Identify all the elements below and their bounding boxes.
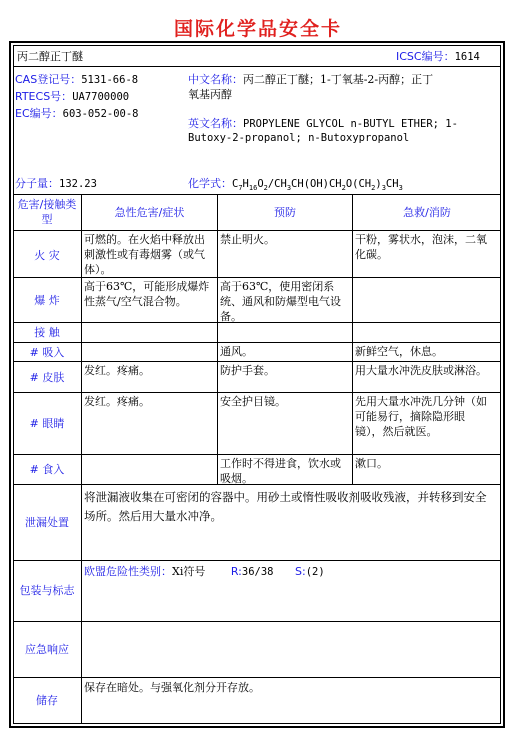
- card-title: 国际化学品安全卡: [173, 18, 342, 40]
- skin-prevention: 防护手套。: [220, 364, 275, 377]
- explosion-prevention: 高于63℃，使用密闭系统、通风和防爆型电气设备。: [220, 280, 341, 322]
- s-label: S:: [294, 565, 306, 578]
- skin-symptoms: 发红。疼痛。: [84, 364, 150, 377]
- r-value: 36/38: [241, 566, 274, 578]
- eu-class-value: Xi符号: [172, 565, 206, 578]
- spill-text: 将泄漏液收集在可密闭的容器中。用砂土或惰性吸收剂吸收残液，并转移到安全场所。然后用大量水冲净。: [84, 490, 487, 523]
- section-label-spill: 泄漏处置: [25, 516, 69, 529]
- row-label-explosion: 爆 炸: [34, 294, 60, 307]
- ec-value: 603-052-00-8: [62, 108, 139, 120]
- row-label-fire: 火 灾: [34, 249, 60, 262]
- mw-label: 分子量：: [15, 177, 59, 190]
- divider: [13, 484, 501, 485]
- row-label-contact: 接 触: [34, 326, 60, 339]
- divider: [13, 392, 501, 393]
- row-label-ingestion: # 食入: [29, 463, 65, 476]
- explosion-symptoms: 高于63℃，可能形成爆炸性蒸气/空气混合物。: [84, 280, 210, 308]
- inhalation-symptoms: [84, 344, 215, 361]
- cn-name-line2: 氧基丙醇: [188, 88, 232, 101]
- header-hazard-type: 危害/接触类型: [17, 198, 77, 226]
- header-first-aid: 急救/消防: [403, 206, 451, 219]
- en-name-line2: Butoxy-2-propanol; n-Butoxypropanol: [188, 132, 410, 144]
- ingestion-prevention: 工作时不得进食，饮水或吸烟。: [220, 457, 341, 484]
- cn-name-line1: 丙二醇正丁醚；1-丁氧基-2-丙醇；正丁: [243, 73, 434, 86]
- divider: [13, 66, 501, 67]
- ingestion-symptoms: [84, 456, 215, 484]
- divider: [13, 230, 501, 231]
- fire-symptoms: 可燃的。在火焰中释放出刺激性或有毒烟雾（或气体）。: [84, 233, 205, 276]
- icsc-label: ICSC编号：: [396, 50, 455, 63]
- eu-class-label: 欧盟危险性类别：: [84, 565, 172, 578]
- row-label-inhalation: # 吸入: [29, 346, 65, 359]
- emergency-text: [84, 624, 494, 676]
- inhalation-prevention: 通风。: [220, 345, 253, 358]
- chemical-name: 丙二醇正丁醚: [17, 50, 83, 63]
- rtecs-value: UA7700000: [72, 91, 130, 103]
- cas-value: 5131-66-8: [81, 74, 139, 86]
- fire-first-aid: 干粉，雾状水，泡沫，二氧化碳。: [355, 233, 487, 261]
- explosion-first-aid: [355, 279, 489, 322]
- divider: [13, 677, 501, 678]
- divider: [13, 560, 501, 561]
- fire-prevention: 禁止明火。: [220, 233, 275, 246]
- ingestion-first-aid: 漱口。: [355, 457, 388, 470]
- section-label-emergency: 应急响应: [25, 643, 69, 656]
- formula-label: 化学式：: [188, 177, 232, 190]
- divider: [13, 342, 501, 343]
- col-divider: [217, 194, 218, 484]
- s-value: (2): [305, 566, 325, 578]
- cn-name-label: 中文名称：: [188, 73, 243, 86]
- skin-first-aid: 用大量水冲洗皮肤或淋浴。: [355, 364, 487, 377]
- eyes-first-aid: 先用大量水冲洗几分钟（如可能易行，摘除隐形眼镜），然后就医。: [355, 395, 487, 438]
- inhalation-first-aid: 新鲜空气，休息。: [355, 345, 443, 358]
- storage-text: 保存在暗处。与强氧化剂分开存放。: [84, 681, 260, 694]
- header-symptoms: 急性危害/症状: [114, 206, 185, 219]
- icsc-value: 1614: [454, 51, 480, 63]
- divider: [13, 194, 501, 195]
- header-prevention: 预防: [274, 206, 296, 219]
- rtecs-label: RTECS号：: [15, 90, 73, 103]
- section-label-storage: 储存: [36, 694, 58, 707]
- divider: [13, 322, 501, 323]
- row-label-eyes: # 眼睛: [29, 417, 65, 430]
- divider: [13, 361, 501, 362]
- divider: [13, 454, 501, 455]
- col-divider: [81, 194, 82, 724]
- section-label-packaging: 包装与标志: [19, 584, 75, 597]
- cas-label: CAS登记号：: [15, 73, 82, 86]
- eyes-prevention: 安全护目镜。: [220, 395, 286, 408]
- chemical-formula: $C_7H_{16}O_2/CH_3CH(OH)CH_2O(CH_2)_3CH_3$: [232, 178, 403, 193]
- en-name-line1: PROPYLENE GLYCOL n-BUTYL ETHER; 1-: [243, 118, 458, 130]
- row-label-skin: # 皮肤: [29, 371, 65, 384]
- ec-label: EC编号：: [15, 107, 63, 120]
- en-name-label: 英文名称：: [188, 117, 243, 130]
- divider: [13, 277, 501, 278]
- r-label: R:: [230, 565, 242, 578]
- col-divider: [352, 194, 353, 484]
- eyes-symptoms: 发红。疼痛。: [84, 395, 150, 408]
- mw-value: 132.23: [59, 178, 97, 190]
- divider: [13, 621, 501, 622]
